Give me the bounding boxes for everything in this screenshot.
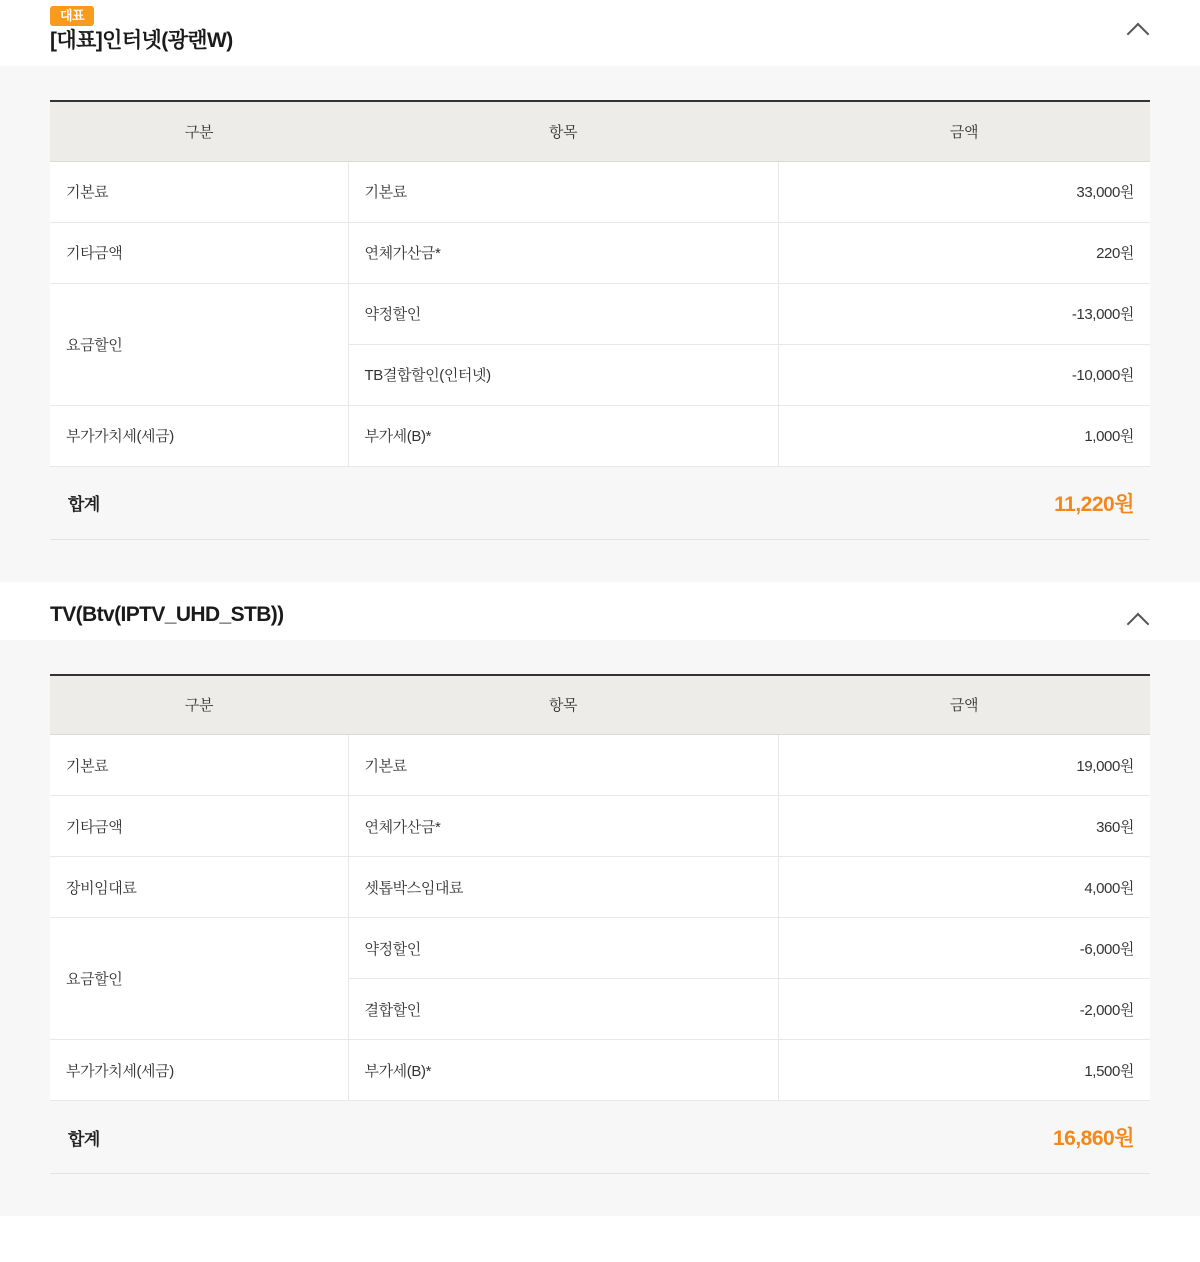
bill-table-tv	[50, 674, 1150, 1102]
cell-amount: -13,000원	[778, 283, 1150, 344]
cell-amount: 1,500원	[778, 1040, 1150, 1101]
cell-item: 연체가산금*	[348, 222, 778, 283]
total-amount: 11,220원	[1054, 492, 1134, 516]
cell-amount: 1,000원	[778, 405, 1150, 466]
cell-item: 약정할인	[348, 918, 778, 979]
cell-amount: 360원	[778, 796, 1150, 857]
table-row	[50, 796, 1150, 857]
total-amount: 16,860원	[1052, 1127, 1134, 1150]
total-label: 합계	[68, 495, 100, 514]
cell-amount: 33,000원	[778, 161, 1150, 222]
column-header-amount: 금액	[778, 675, 1150, 735]
table-row	[50, 161, 1150, 222]
column-header-category: 구분	[50, 675, 348, 735]
cell-item: 연체가산금*	[348, 796, 778, 857]
cell-item: 셋톱박스임대료	[348, 857, 778, 918]
table-row	[50, 918, 1150, 979]
table-header-row	[50, 675, 1150, 735]
page-title-tv: TV(Btv(IPTV_UHD_STB))	[50, 602, 284, 626]
bill-table-internet	[50, 100, 1150, 467]
table-row	[50, 857, 1150, 918]
column-header-item: 항목	[348, 101, 778, 161]
table-row	[50, 1040, 1150, 1101]
cell-category: 장비임대료	[50, 857, 348, 918]
chevron-up-icon[interactable]	[1122, 14, 1154, 46]
bill-section-internet	[0, 0, 1200, 582]
page-title-internet: [대표]인터넷(광랜W)	[50, 29, 233, 52]
status-badge: 대표	[50, 6, 94, 26]
panel-internet	[0, 66, 1200, 582]
cell-amount: -6,000원	[778, 918, 1150, 979]
cell-category: 기본료	[50, 161, 348, 222]
cell-amount: -10,000원	[778, 344, 1150, 405]
table-row	[50, 405, 1150, 466]
cell-amount: -2,000원	[778, 979, 1150, 1040]
column-header-amount: 금액	[778, 101, 1150, 161]
cell-item: 약정할인	[348, 283, 778, 344]
table-header-row	[50, 101, 1150, 161]
section-header-internet[interactable]	[0, 0, 1200, 66]
chevron-up-icon[interactable]	[1122, 604, 1154, 636]
cell-item: 부가세(B)*	[348, 1040, 778, 1101]
total-row-internet	[50, 467, 1150, 539]
table-row	[50, 735, 1150, 796]
cell-category: 기타금액	[50, 796, 348, 857]
table-row	[50, 222, 1150, 283]
divider	[50, 1173, 1150, 1174]
cell-category: 요금할인	[50, 918, 348, 1040]
total-row-tv	[50, 1101, 1150, 1173]
cell-item: 결합할인	[348, 979, 778, 1040]
table-row	[50, 283, 1150, 344]
badge-row	[50, 0, 1150, 26]
cell-amount: 4,000원	[778, 857, 1150, 918]
column-header-item: 항목	[348, 675, 778, 735]
cell-item: 기본료	[348, 735, 778, 796]
cell-category: 기본료	[50, 735, 348, 796]
section-header-tv[interactable]	[0, 582, 1200, 640]
cell-amount: 19,000원	[778, 735, 1150, 796]
cell-category: 부가가치세(세금)	[50, 1040, 348, 1101]
cell-item: 부가세(B)*	[348, 405, 778, 466]
cell-amount: 220원	[778, 222, 1150, 283]
column-header-category: 구분	[50, 101, 348, 161]
cell-item: TB결합할인(인터넷)	[348, 344, 778, 405]
cell-category: 요금할인	[50, 283, 348, 405]
cell-category: 기타금액	[50, 222, 348, 283]
bill-section-tv	[0, 582, 1200, 1217]
cell-category: 부가가치세(세금)	[50, 405, 348, 466]
total-label: 합계	[68, 1129, 100, 1149]
divider	[50, 539, 1150, 540]
cell-item: 기본료	[348, 161, 778, 222]
panel-tv	[0, 640, 1200, 1217]
